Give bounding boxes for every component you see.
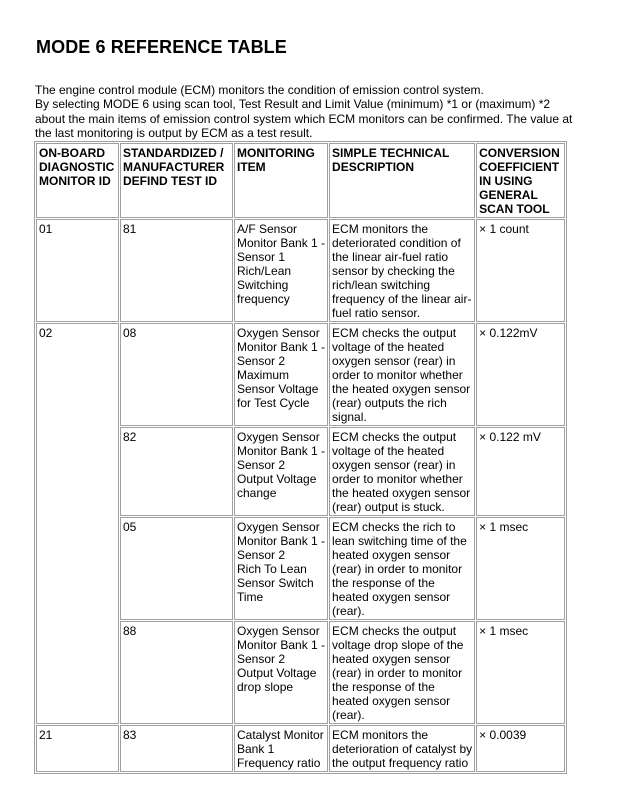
cell-coefficient: × 0.122mV: [476, 323, 565, 426]
cell-coefficient: × 0.122 mV: [476, 427, 565, 516]
cell-test-id: 81: [120, 219, 233, 322]
header-monitoring-item: MONITORING ITEM: [234, 143, 328, 218]
cell-monitoring-item: Oxygen Sensor Monitor Bank 1 - Sensor 2 Output Voltage drop slope: [234, 621, 328, 724]
cell-monitoring-item: A/F Sensor Monitor Bank 1 - Sensor 1 Rich/Lean Switching frequency: [234, 219, 328, 322]
intro-line: the last monitoring is output by ECM as a test result.: [35, 125, 313, 140]
cell-monitoring-item: Oxygen Sensor Monitor Bank 1 - Sensor 2 Rich To Lean Sensor Switch Time: [234, 517, 328, 620]
intro-paragraph: [35, 83, 595, 140]
intro-line: about the main items of emission control system which ECM monitors can be confirmed. The value at: [35, 111, 573, 126]
cell-test-id: 08: [120, 323, 233, 426]
cell-description: ECM checks the output voltage of the heated oxygen sensor (rear) in order to monitor whether the heated oxygen sensor (rear) output is stuck.: [329, 427, 475, 516]
header-conversion-coefficient: CONVERSION COEFFICIENT IN USING GENERAL SCAN TOOL: [476, 143, 565, 218]
mode6-reference-table: [34, 141, 567, 774]
cell-coefficient: × 1 msec: [476, 621, 565, 724]
cell-monitoring-item: Catalyst Monitor Bank 1 Frequency ratio: [234, 725, 328, 772]
page-title: MODE 6 REFERENCE TABLE: [36, 37, 287, 57]
table-row: [36, 323, 565, 426]
cell-test-id: 82: [120, 427, 233, 516]
cell-description: ECM checks the rich to lean switching time of the heated oxygen sensor (rear) in order to monitor the response of the heated oxygen sensor (rear).: [329, 517, 475, 620]
cell-description: ECM checks the output voltage of the heated oxygen sensor (rear) in order to monitor whether the heated oxygen sensor (rear) outputs the rich signal.: [329, 323, 475, 426]
cell-description: ECM monitors the deterioration of catalyst by the output frequency ratio: [329, 725, 475, 772]
table-header-row: [36, 143, 565, 218]
cell-test-id: 88: [120, 621, 233, 724]
header-monitor-id: ON-BOARD DIAGNOSTIC MONITOR ID: [36, 143, 119, 218]
cell-monitor-id: 02: [36, 323, 119, 724]
cell-monitor-id: 01: [36, 219, 119, 322]
header-description: SIMPLE TECHNICAL DESCRIPTION: [329, 143, 475, 218]
cell-monitoring-item: Oxygen Sensor Monitor Bank 1 - Sensor 2 Output Voltage change: [234, 427, 328, 516]
cell-monitor-id: 21: [36, 725, 119, 772]
intro-line: By selecting MODE 6 using scan tool, Test Result and Limit Value (minimum) *1 or (maximum) *2: [35, 97, 551, 112]
intro-line: The engine control module (ECM) monitors the condition of emission control system.: [35, 83, 484, 97]
table-row: [36, 725, 565, 772]
table-row: [36, 219, 565, 322]
cell-test-id: 05: [120, 517, 233, 620]
cell-description: ECM checks the output voltage drop slope of the heated oxygen sensor (rear) in order to monitor the response of the heated oxygen sensor (rear).: [329, 621, 475, 724]
cell-coefficient: × 1 count: [476, 219, 565, 322]
cell-description: ECM monitors the deteriorated condition of the linear air-fuel ratio sensor by checking the rich/lean switching frequency of the linear air- fuel ratio sensor.: [329, 219, 475, 322]
cell-coefficient: × 0.0039: [476, 725, 565, 772]
cell-monitoring-item: Oxygen Sensor Monitor Bank 1 - Sensor 2 Maximum Sensor Voltage for Test Cycle: [234, 323, 328, 426]
header-test-id: STANDARDIZED / MANUFACTURER DEFIND TEST ID: [120, 143, 233, 218]
cell-coefficient: × 1 msec: [476, 517, 565, 620]
cell-test-id: 83: [120, 725, 233, 772]
